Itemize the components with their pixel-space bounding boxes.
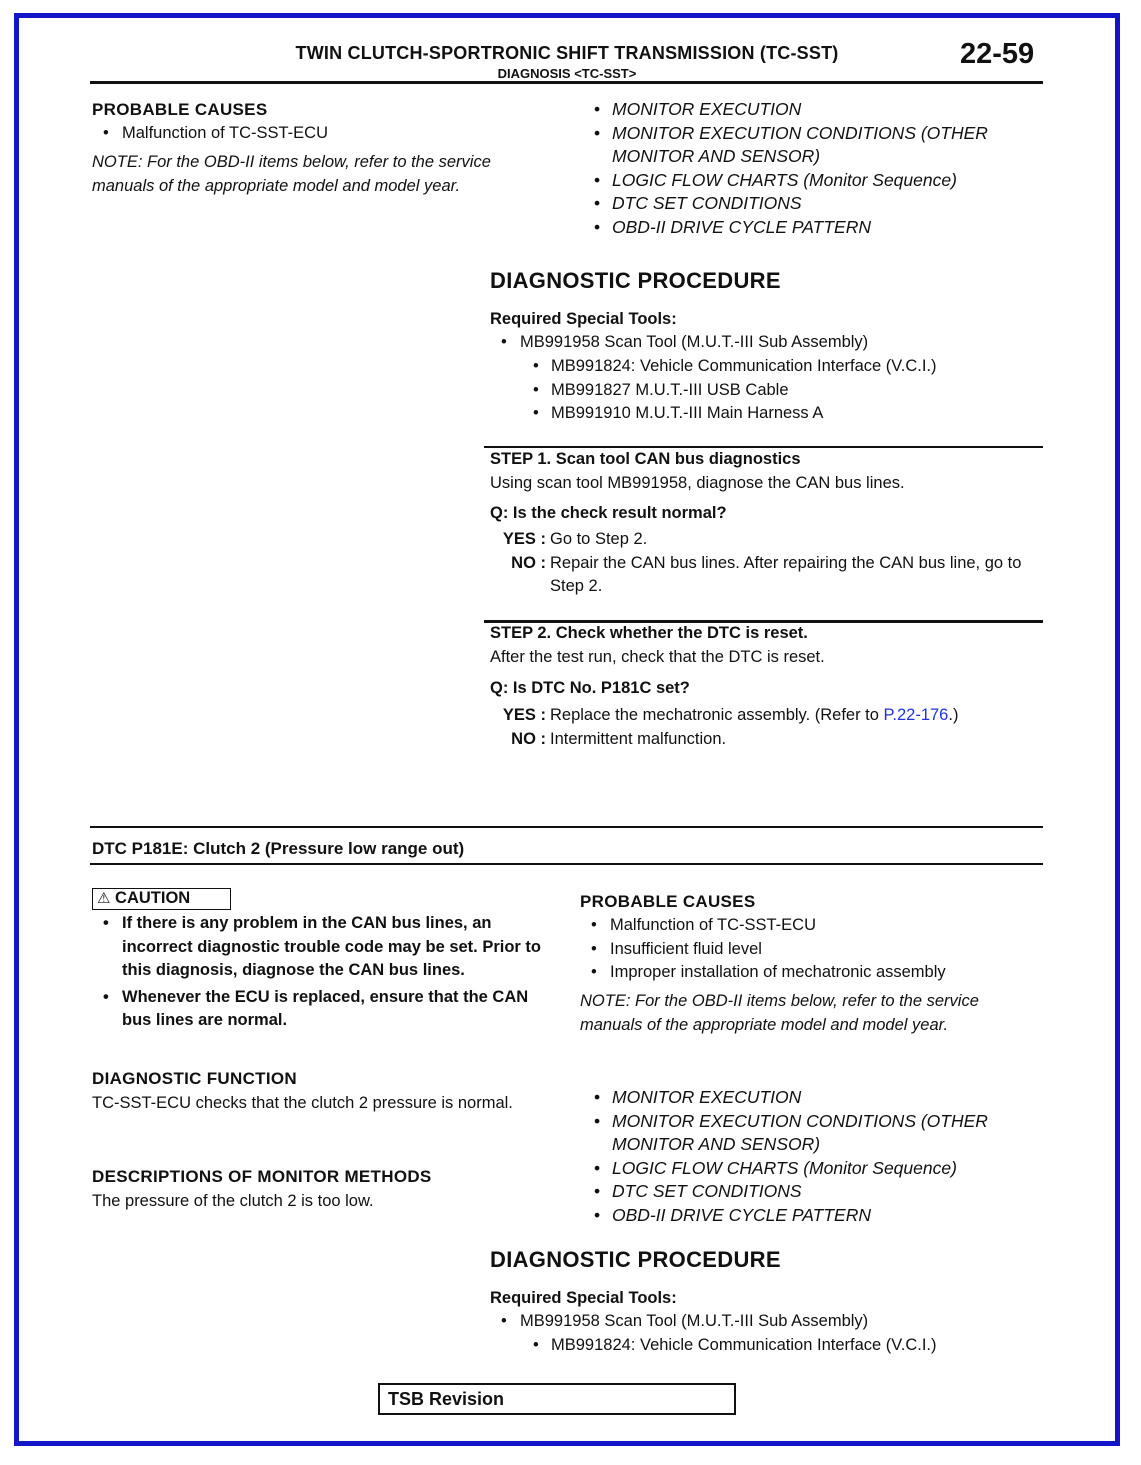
dtc-bottom-rule [90,863,1043,865]
yes-text: Go to Step 2. [550,530,648,548]
list-item: • MB991824: Vehicle Communication Interface (V.C.I.) [490,355,1040,379]
yes-label: YES : [502,530,546,548]
list-item: • MB991824: Vehicle Communication Interface (V.C.I.) [490,1334,1040,1358]
probable-causes-list [580,914,1040,985]
step1-answers [490,528,1042,599]
list-item: • Malfunction of TC-SST-ECU [580,914,1040,938]
step2-question: Q: Is DTC No. P181C set? [490,679,690,697]
tools-heading: Required Special Tools: [490,1289,677,1307]
list-item: • MB991827 M.U.T.-III USB Cable [490,379,1040,403]
diagnostic-procedure-heading: DIAGNOSTIC PROCEDURE [490,268,781,293]
list-item: • If there is any problem in the CAN bus lines, an incorrect diagnostic trouble code may be set. Prior to this diagnosis, diagnose the CAN bus lines. [92,912,552,983]
list-item: • LOGIC FLOW CHARTS (Monitor Sequence) [592,1157,1042,1181]
list-item: • Malfunction of TC-SST-ECU [92,122,552,146]
list-item: • MONITOR EXECUTION [592,98,1042,122]
caution-box [92,888,231,910]
list-item: • MB991958 Scan Tool (M.U.T.-III Sub Assembly) [490,1310,1040,1334]
list-item: • MONITOR EXECUTION CONDITIONS (OTHER MONITOR AND SENSOR) [592,1110,1042,1157]
diagnostic-procedure-heading: DIAGNOSTIC PROCEDURE [490,1247,781,1272]
diagnostic-function-heading: DIAGNOSTIC FUNCTION [92,1069,297,1088]
no-answer [490,728,1030,752]
list-item: • MB991910 M.U.T.-III Main Harness A [490,402,1040,426]
monitor-methods-heading: DESCRIPTIONS OF MONITOR METHODS [92,1167,432,1186]
yes-label: YES : [502,706,546,724]
diagnostic-function-text: TC-SST-ECU checks that the clutch 2 pressure is normal. [92,1094,513,1112]
list-item: • DTC SET CONDITIONS [592,192,1042,216]
dtc-heading: DTC P181E: Clutch 2 (Pressure low range out) [92,839,465,858]
step2-answers [490,704,1030,751]
no-label: NO : [511,553,546,572]
no-answer [490,552,1042,599]
list-item: • Insufficient fluid level [580,938,1040,962]
list-item: • MONITOR EXECUTION [592,1086,1042,1110]
page-number: 22-59 [960,38,1035,70]
step2-text: After the test run, check that the DTC is reset. [490,648,825,666]
section-subtitle: DIAGNOSIS <TC-SST> [497,66,637,81]
no-label: NO : [511,729,546,748]
sub-tools-list [490,1334,1040,1358]
step1-question: Q: Is the check result normal? [490,504,727,522]
tsb-revision-box: TSB Revision [378,1383,736,1415]
caution-label: CAUTION [115,889,191,907]
probable-causes-heading: PROBABLE CAUSES [580,892,756,911]
yes-text: Replace the mechatronic assembly. (Refer to [550,706,884,724]
step1-text: Using scan tool MB991958, diagnose the CAN bus lines. [490,474,905,492]
section-title: TWIN CLUTCH-SPORTRONIC SHIFT TRANSMISSION (TC-SST) [295,43,839,63]
probable-causes-heading: PROBABLE CAUSES [92,100,268,119]
list-item: • Improper installation of mechatronic assembly [580,961,1040,985]
yes-answer [490,704,1030,728]
page-reference-link[interactable]: P.22-176 [883,706,949,724]
tools-heading: Required Special Tools: [490,310,677,328]
list-item: • MONITOR EXECUTION CONDITIONS (OTHER MONITOR AND SENSOR) [592,122,1042,169]
step1-rule [484,446,1043,448]
obd-note: NOTE: For the OBD-II items below, refer to the service manuals of the appropriate model and model year. [92,153,491,195]
step2-title: STEP 2. Check whether the DTC is reset. [490,624,808,642]
no-text: Repair the CAN bus lines. After repairing the CAN bus line, go to Step 2. [550,553,1022,595]
list-item: • MB991958 Scan Tool (M.U.T.-III Sub Assembly) [490,331,1040,355]
dtc-top-rule [90,826,1043,828]
yes-answer [490,528,1042,552]
obd-items-list [592,1086,1042,1227]
obd-items-list [592,98,1042,239]
sub-tools-list [490,355,1040,426]
step2-rule [484,620,1043,623]
list-item: • OBD-II DRIVE CYCLE PATTERN [592,216,1042,240]
obd-note: NOTE: For the OBD-II items below, refer to the service manuals of the appropriate model and model year. [580,992,979,1034]
list-item: • LOGIC FLOW CHARTS (Monitor Sequence) [592,169,1042,193]
list-item: • Whenever the ECU is replaced, ensure that the CAN bus lines are normal. [92,986,552,1033]
probable-causes-list [92,122,552,146]
yes-text-end: .) [948,706,959,724]
caution-list [92,912,552,1033]
monitor-methods-text: The pressure of the clutch 2 is too low. [92,1192,374,1210]
warning-icon: ⚠ [97,890,111,907]
yes-text-wrap [550,704,1030,728]
list-item: • DTC SET CONDITIONS [592,1180,1042,1204]
tools-list [490,1310,1040,1334]
tools-list [490,331,1040,355]
no-text: Intermittent malfunction. [550,729,727,748]
step1-title: STEP 1. Scan tool CAN bus diagnostics [490,450,801,468]
header-rule [90,81,1043,84]
list-item: • OBD-II DRIVE CYCLE PATTERN [592,1204,1042,1228]
